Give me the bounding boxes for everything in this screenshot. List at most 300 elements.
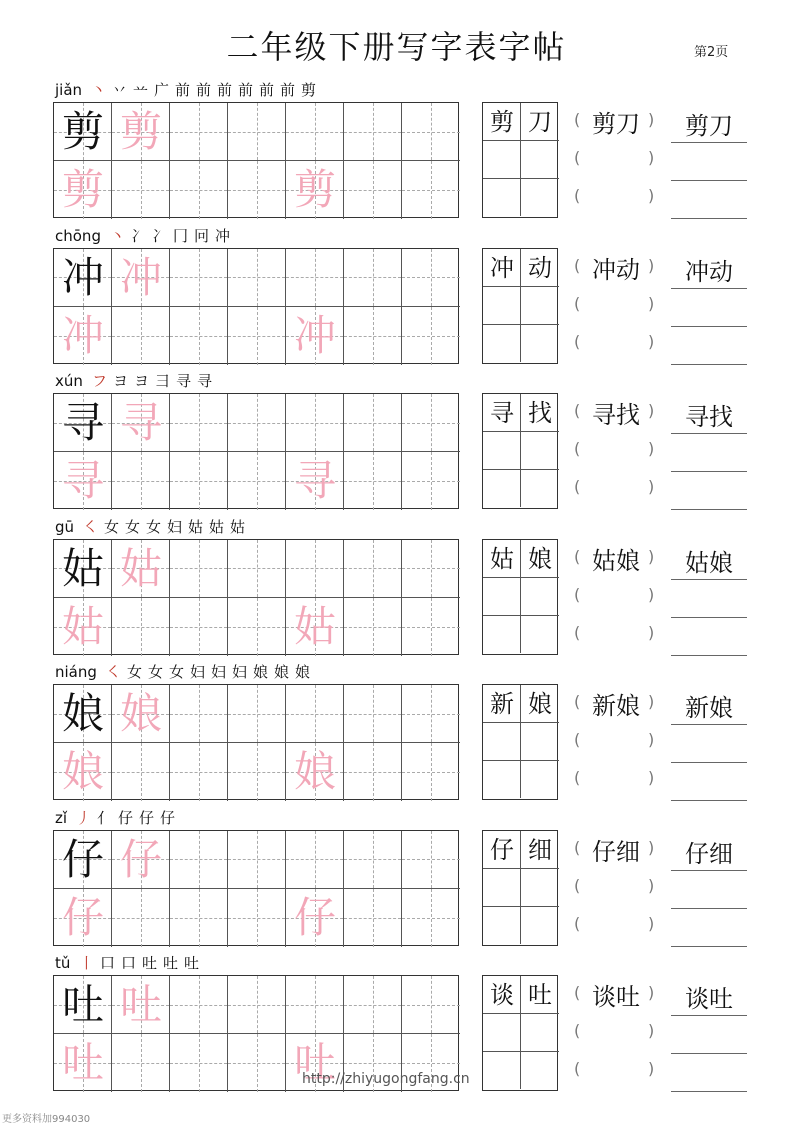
model-character: 剪 [61,107,104,156]
practice-cell[interactable] [344,307,402,365]
char-row [0,371,793,517]
paren-close: ) [648,546,655,566]
word-cell[interactable] [521,432,559,470]
practice-cell[interactable] [112,598,170,656]
practice-cell[interactable] [228,452,286,510]
trace-character: 仔 [61,892,104,942]
paren-close: ) [648,875,655,895]
lined-word: 冲动 [685,257,733,286]
word-cell[interactable] [483,287,521,325]
trace-character: 寻 [119,398,162,447]
writing-line[interactable] [671,762,747,763]
practice-cell[interactable] [402,307,460,365]
pinyin-label: zǐ [55,808,68,827]
practice-cell[interactable] [344,831,402,889]
practice-cell[interactable] [286,249,344,307]
practice-cell[interactable] [228,1034,286,1092]
writing-line[interactable] [671,800,747,801]
practice-cell[interactable] [228,103,286,161]
pinyin-label: chōng [55,226,101,245]
writing-line[interactable] [671,617,747,618]
practice-cell[interactable] [54,1034,112,1092]
word-grid [482,393,558,509]
practice-cell[interactable] [54,598,112,656]
practice-cell[interactable] [54,452,112,510]
word-cell[interactable] [521,103,559,141]
practice-cell[interactable] [402,394,460,452]
writing-line[interactable] [671,180,747,181]
paren-open: ( [574,692,581,711]
practice-cell[interactable] [402,831,460,889]
practice-cell[interactable] [286,889,344,947]
paren-open: ( [574,255,581,275]
writing-line[interactable] [671,433,747,434]
practice-grid [53,539,459,655]
stroke-step: 妇 [189,663,205,681]
word-cell[interactable] [521,141,559,179]
writing-line[interactable] [671,364,747,365]
practice-cell[interactable] [170,103,228,161]
stroke-step: 前 [237,81,253,99]
word-character: 刀 [528,108,552,136]
trace-character: 冲 [293,310,336,360]
paren-open: ( [574,584,581,604]
stroke-step: 前 [216,81,232,99]
model-character: 仔 [61,834,104,884]
writing-line[interactable] [671,326,747,327]
stroke-step: 口 [120,954,136,972]
practice-cell[interactable] [54,103,112,161]
stroke-step: 䒑 [132,81,148,99]
paren-close: ) [648,331,655,351]
stroke-step: 女 [126,663,142,681]
word-cell[interactable] [521,869,559,907]
trace-character: 姑 [119,543,162,593]
pinyin-label: gū [55,517,75,536]
practice-cell[interactable] [344,743,402,801]
stroke-step: 彐 [154,372,170,390]
stroke-step: 女 [145,517,161,536]
paren-open: ( [574,186,581,205]
writing-line[interactable] [671,655,747,656]
word-cell[interactable] [521,1052,559,1089]
corner-note: 更多资料加994030 [2,1114,91,1125]
lined-word: 谈吐 [685,985,733,1013]
stroke-step: 冫 [130,226,146,245]
word-cell[interactable] [521,616,559,653]
paren-close: ) [648,622,655,642]
practice-cell[interactable] [54,540,112,598]
practice-cell[interactable] [112,452,170,510]
practice-cell[interactable] [344,161,402,219]
paren-close: ) [648,730,655,749]
stroke-order [107,225,233,247]
practice-cell[interactable] [344,540,402,598]
word-character: 寻 [490,399,514,427]
practice-cell[interactable] [54,976,112,1034]
practice-grid [53,248,459,364]
trace-character: 吐 [61,1038,104,1087]
word-cell[interactable] [521,394,559,432]
word-character: 细 [528,835,552,864]
practice-cell[interactable] [228,831,286,889]
practice-grid [53,684,459,800]
practice-cell[interactable] [402,743,460,801]
writing-line[interactable] [671,1053,747,1054]
practice-cell[interactable] [54,394,112,452]
trace-character: 吐 [119,980,162,1029]
pinyin-label: niáng [55,663,97,681]
practice-cell[interactable] [344,394,402,452]
stroke-step: 吐 [141,954,157,972]
word-character: 找 [528,399,552,427]
word-cell[interactable] [483,869,521,907]
paren-word: 寻找 [592,401,640,429]
practice-cell[interactable] [54,307,112,365]
writing-line[interactable] [671,288,747,289]
word-cell[interactable] [483,723,521,761]
practice-cell[interactable] [402,540,460,598]
writing-line[interactable] [671,946,747,947]
paren-close: ) [648,401,655,420]
word-cell[interactable] [483,141,521,179]
footer-url: http://zhiyugongfang.cn [302,1071,470,1087]
char-row [0,517,793,663]
stroke-step: 前 [174,81,190,99]
trace-character: 寻 [293,456,336,505]
paren-open: ( [574,331,581,351]
char-row [0,226,793,372]
practice-cell[interactable] [228,161,286,219]
practice-cell[interactable] [344,452,402,510]
paren-word: 仔细 [592,837,640,866]
practice-cell[interactable] [344,976,402,1034]
word-cell[interactable] [521,578,559,616]
practice-cell[interactable] [112,103,170,161]
trace-character: 姑 [61,601,104,651]
trace-character: 冲 [61,310,104,360]
paren-open: ( [574,110,581,129]
lined-word: 新娘 [685,694,733,722]
word-cell[interactable] [483,761,521,798]
word-cell[interactable] [483,432,521,470]
word-grid [482,684,558,800]
paren-word: 剪刀 [592,110,640,138]
writing-line[interactable] [671,142,747,143]
writing-line[interactable] [671,724,747,725]
word-grid [482,539,558,655]
model-character: 寻 [61,398,104,447]
practice-cell[interactable] [344,249,402,307]
paren-close: ) [648,477,655,496]
practice-cell[interactable] [286,103,344,161]
stroke-step: 前 [258,81,274,99]
trace-character: 娘 [119,689,162,738]
paren-word: 新娘 [592,692,640,720]
practice-cell[interactable] [286,976,344,1034]
word-cell[interactable] [483,394,521,432]
practice-cell[interactable] [170,743,228,801]
practice-cell[interactable] [286,307,344,365]
stroke-step: ヨ [112,372,128,390]
pinyin-label: tǔ [55,954,71,972]
practice-cell[interactable] [112,743,170,801]
writing-line[interactable] [671,509,747,510]
practice-cell[interactable] [402,598,460,656]
practice-cell[interactable] [54,889,112,947]
trace-character: 娘 [61,747,104,796]
char-row [0,662,793,808]
practice-cell[interactable] [170,540,228,598]
stroke-step: フ [91,372,107,390]
word-grid [482,248,558,364]
writing-line[interactable] [671,1015,747,1016]
page-title: 二年级下册写字表字帖 [226,28,567,66]
paren-close: ) [648,983,655,1002]
practice-cell[interactable] [402,685,460,743]
practice-cell[interactable] [228,685,286,743]
word-cell[interactable] [483,685,521,723]
practice-cell[interactable] [228,307,286,365]
practice-cell[interactable] [112,831,170,889]
practice-cell[interactable] [286,394,344,452]
practice-cell[interactable] [344,889,402,947]
pinyin-label: jiǎn [55,81,83,99]
word-character: 娘 [528,690,552,718]
word-cell[interactable] [521,761,559,798]
trace-character: 娘 [293,747,336,796]
practice-cell[interactable] [170,161,228,219]
practice-cell[interactable] [286,540,344,598]
model-character: 娘 [61,689,104,738]
model-character: 冲 [61,252,104,302]
writing-line[interactable] [671,908,747,909]
word-cell[interactable] [483,1014,521,1052]
word-character: 新 [490,690,514,718]
practice-cell[interactable] [170,685,228,743]
stroke-step: ヨ [133,372,149,390]
stroke-step: ㇛ [105,663,121,681]
practice-cell[interactable] [402,889,460,947]
practice-cell[interactable] [228,598,286,656]
word-cell[interactable] [483,249,521,287]
practice-cell[interactable] [112,394,170,452]
word-character: 仔 [490,835,514,864]
word-character: 吐 [528,981,552,1009]
practice-cell[interactable] [344,685,402,743]
word-character: 姑 [490,544,514,573]
word-cell[interactable] [521,831,559,869]
word-cell[interactable] [521,685,559,723]
word-cell[interactable] [521,1014,559,1052]
word-character: 剪 [490,108,514,136]
stroke-step: 女 [147,663,163,681]
word-cell[interactable] [521,976,559,1014]
word-cell[interactable] [483,179,521,216]
practice-cell[interactable] [112,249,170,307]
stroke-step: 寻 [196,372,212,390]
word-cell[interactable] [483,103,521,141]
word-cell[interactable] [483,470,521,507]
word-cell[interactable] [521,470,559,507]
writing-line[interactable] [671,870,747,871]
practice-cell[interactable] [286,743,344,801]
practice-cell[interactable] [112,685,170,743]
practice-cell[interactable] [54,743,112,801]
practice-cell[interactable] [286,452,344,510]
paren-close: ) [648,148,655,167]
practice-cell[interactable] [112,307,170,365]
word-cell[interactable] [521,179,559,216]
stroke-step: 冲 [214,226,230,245]
stroke-step: 仔 [138,808,154,827]
paren-open: ( [574,875,581,895]
writing-line[interactable] [671,218,747,219]
paren-close: ) [648,837,655,857]
paren-close: ) [648,768,655,787]
word-cell[interactable] [483,616,521,653]
trace-character: 剪 [119,107,162,156]
word-cell[interactable] [483,540,521,578]
word-cell[interactable] [521,249,559,287]
paren-open: ( [574,837,581,857]
word-cell[interactable] [483,831,521,869]
stroke-step: 吐 [183,954,199,972]
practice-cell[interactable] [54,161,112,219]
practice-cell[interactable] [228,249,286,307]
practice-cell[interactable] [170,249,228,307]
word-character: 谈 [490,981,514,1009]
paren-close: ) [648,1059,655,1078]
stroke-step: 冫 [151,226,167,245]
paren-open: ( [574,401,581,420]
practice-cell[interactable] [112,161,170,219]
practice-cell[interactable] [228,743,286,801]
practice-cell[interactable] [228,394,286,452]
paren-open: ( [574,293,581,313]
stroke-step: 剪 [300,81,316,99]
practice-cell[interactable] [112,889,170,947]
paren-close: ) [648,255,655,275]
practice-cell[interactable] [402,976,460,1034]
lined-word: 剪刀 [685,112,733,140]
word-cell[interactable] [521,540,559,578]
char-row [0,80,793,226]
paren-close: ) [648,913,655,933]
paren-open: ( [574,622,581,642]
practice-cell[interactable] [402,103,460,161]
paren-open: ( [574,1059,581,1078]
practice-grid [53,393,459,509]
practice-cell[interactable] [170,831,228,889]
stroke-step: 丶 [109,226,125,245]
word-cell[interactable] [521,907,559,944]
word-cell[interactable] [521,325,559,362]
writing-line[interactable] [671,471,747,472]
practice-cell[interactable] [286,598,344,656]
paren-open: ( [574,439,581,458]
paren-open: ( [574,768,581,787]
stroke-step: 广 [153,81,169,99]
word-cell[interactable] [483,578,521,616]
stroke-step: 妇 [231,663,247,681]
practice-cell[interactable] [170,889,228,947]
practice-cell[interactable] [402,249,460,307]
practice-cell[interactable] [286,685,344,743]
practice-cell[interactable] [112,976,170,1034]
practice-cell[interactable] [170,452,228,510]
stroke-order [73,807,178,829]
trace-character: 吐 [293,1038,336,1087]
stroke-step: 冋 [193,226,209,245]
paren-open: ( [574,913,581,933]
practice-cell[interactable] [402,161,460,219]
paren-word: 姑娘 [592,546,640,575]
practice-cell[interactable] [170,1034,228,1092]
writing-line[interactable] [671,579,747,580]
practice-cell[interactable] [112,540,170,598]
word-grid [482,975,558,1091]
stroke-step: ㇛ [82,517,98,536]
word-cell[interactable] [483,1052,521,1089]
stroke-step: 丷 [111,81,127,99]
practice-cell[interactable] [54,685,112,743]
practice-cell[interactable] [170,307,228,365]
practice-cell[interactable] [402,452,460,510]
stroke-order [89,370,215,392]
practice-cell[interactable] [286,161,344,219]
stroke-order [103,661,313,683]
practice-cell[interactable] [54,831,112,889]
writing-line[interactable] [671,1091,747,1092]
paren-close: ) [648,692,655,711]
word-character: 冲 [490,253,514,282]
pinyin-label: xún [55,372,83,390]
trace-character: 仔 [293,892,336,942]
practice-cell[interactable] [112,1034,170,1092]
word-cell[interactable] [483,907,521,944]
word-cell[interactable] [483,325,521,362]
practice-cell[interactable] [170,598,228,656]
practice-cell[interactable] [228,976,286,1034]
practice-cell[interactable] [228,540,286,598]
word-cell[interactable] [521,287,559,325]
practice-grid [53,102,459,218]
practice-cell[interactable] [228,889,286,947]
trace-character: 冲 [119,252,162,302]
word-cell[interactable] [483,976,521,1014]
stroke-step: 前 [279,81,295,99]
paren-open: ( [574,1021,581,1040]
stroke-step: 女 [103,517,119,536]
stroke-step: 娘 [252,663,268,681]
practice-cell[interactable] [344,103,402,161]
practice-cell[interactable] [170,394,228,452]
practice-cell[interactable] [170,976,228,1034]
practice-cell[interactable] [286,831,344,889]
trace-character: 仔 [119,834,162,884]
practice-cell[interactable] [344,598,402,656]
paren-open: ( [574,546,581,566]
stroke-step: 妇 [210,663,226,681]
paren-word: 冲动 [592,255,640,284]
stroke-step: 妇 [166,517,182,536]
char-row [0,808,793,954]
word-cell[interactable] [521,723,559,761]
paren-close: ) [648,584,655,604]
practice-cell[interactable] [54,249,112,307]
stroke-step: 亻 [96,808,112,827]
